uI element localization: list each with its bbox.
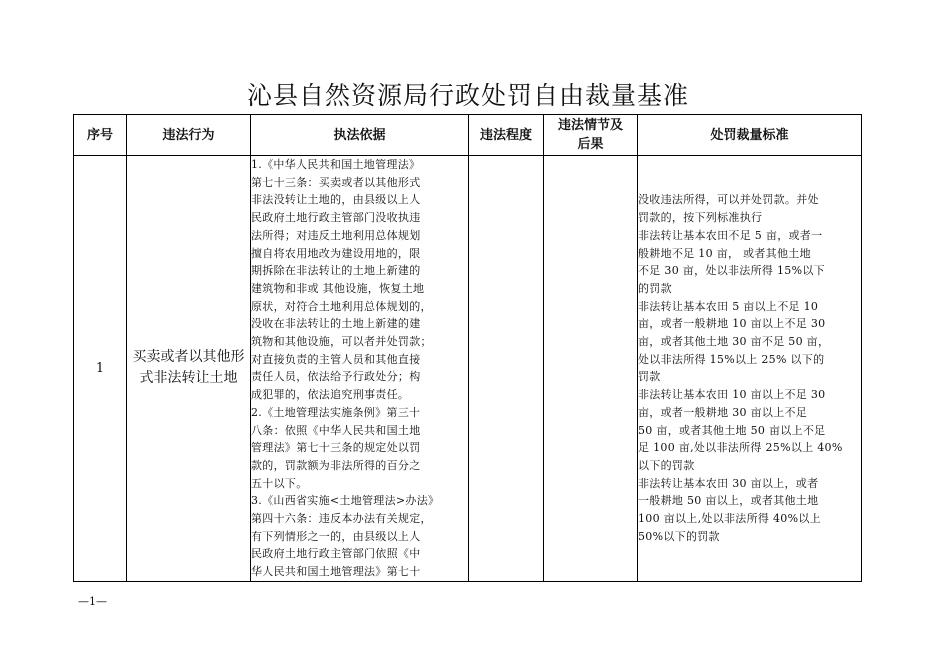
text-line: 建筑物和非或 其他设施，恢复土地 [251,281,425,295]
header-consequence: 违法情节及后果 [544,115,638,156]
text-line: 原状，对符合土地利用总体规划的， [251,299,432,313]
page-number: —1— [78,595,107,608]
text-line: 亩，或者一般耕地 10 亩以上不足 30 [638,317,826,331]
text-line: 3.《山西省实施<土地管理法>办法》 [251,494,440,508]
text-line: 民政府土地行政主管部门依照《中 [251,547,421,561]
text-line: 非法转让基本农田 30 亩以上，或者 [638,476,819,490]
header-degree: 违法程度 [469,115,544,156]
text-line: 法所得；对违反土地利用总体规划 [251,228,421,242]
text-line: 亩，或者一般耕地 30 亩以上不足 [638,405,808,419]
text-line: 成犯罪的，依法追究刑事责任。 [251,388,410,402]
text-line: 非法转让基本农田不足 5 亩，或者一 [638,228,823,242]
text-line: 第四十六条：违反本办法有关规定， [251,512,432,526]
table-row [74,156,862,582]
row-serial: 1 [74,156,127,582]
penalty-standard-table [73,114,862,582]
row-legal-basis [251,156,469,582]
text-line: 华人民共和国土地管理法》第七十 [251,565,421,579]
legal-basis-text [251,156,468,581]
text-line: 期拆除在非法转让的土地上新建的 [251,264,421,278]
text-line: 没收在非法转让的土地上新建的建 [251,317,421,331]
text-line: 非法转让基本农田 10 亩以上不足 30 [638,388,826,402]
text-line: 筑物和其他设施，可以者并处罚款； [251,335,432,349]
text-line: 第七十三条：买卖或者以其他形式 [251,175,421,189]
row-penalty-standard [638,156,862,582]
text-line: 责任人员，依法给予行政处分；构 [251,370,421,384]
penalty-standard-text [638,191,861,545]
text-line: 50 亩，或者其他土地 50 亩以上不足 [638,423,826,437]
text-line: 不足 30 亩，处以非法所得 15%以下 [638,264,825,278]
row-consequence [544,156,638,582]
header-legal-basis: 执法依据 [251,115,469,156]
text-line: 擅自将农用地改为建设用地的，限 [251,246,421,260]
text-line: 对直接负责的主管人员和其他直接 [251,352,421,366]
text-line: 管理法》第七十三条的规定处以罚 [251,441,421,455]
text-line: 100 亩以上,处以非法所得 40%以上 [638,512,821,526]
text-line: 亩，或者其他土地 30 亩不足 50 亩， [638,335,830,349]
row-violation: 买卖或者以其他形式非法转让土地 [127,156,251,582]
header-penalty-standard: 处罚裁量标准 [638,115,862,156]
table-header-row [74,115,862,156]
text-line: 处以非法所得 15%以上 25% 以下的 [638,352,825,366]
text-line: 以下的罚款 [638,458,695,472]
row-degree [469,156,544,582]
header-violation: 违法行为 [127,115,251,156]
text-line: 有下列情形之一的，由县级以上人 [251,529,421,543]
text-line: 五十以下。 [251,476,308,490]
text-line: 1.《中华人民共和国土地管理法》 [251,158,421,171]
text-line: 罚款 [638,370,661,384]
text-line: 的罚款 [638,281,672,295]
text-line: 足 100 亩,处以非法所得 25%以上 40% [638,441,843,455]
text-line: 2.《土地管理法实施条例》第三十 [251,405,421,419]
text-line: 一般耕地 50 亩以上，或者其他土地 [638,494,819,508]
text-line: 非法没转让土地的，由县级以上人 [251,193,421,207]
text-line: 没收违法所得，可以并处罚款。并处 [638,193,819,207]
text-line: 非法转让基本农田 5 亩以上不足 10 [638,299,819,313]
text-line: 罚款的，按下列标准执行 [638,211,763,225]
text-line: 般耕地不足 10 亩， 或者其他土地 [638,246,811,260]
text-line: 民政府土地行政主管部门没收执违 [251,211,421,225]
text-line: 款的，罚款额为非法所得的百分之 [251,458,421,472]
header-serial: 序号 [74,115,127,156]
text-line: 八条：依照《中华人民共和国土地 [251,423,421,437]
document-title: 沁县自然资源局行政处罚自由裁量基准 [246,81,689,110]
text-line: 50%以下的罚款 [638,529,720,543]
